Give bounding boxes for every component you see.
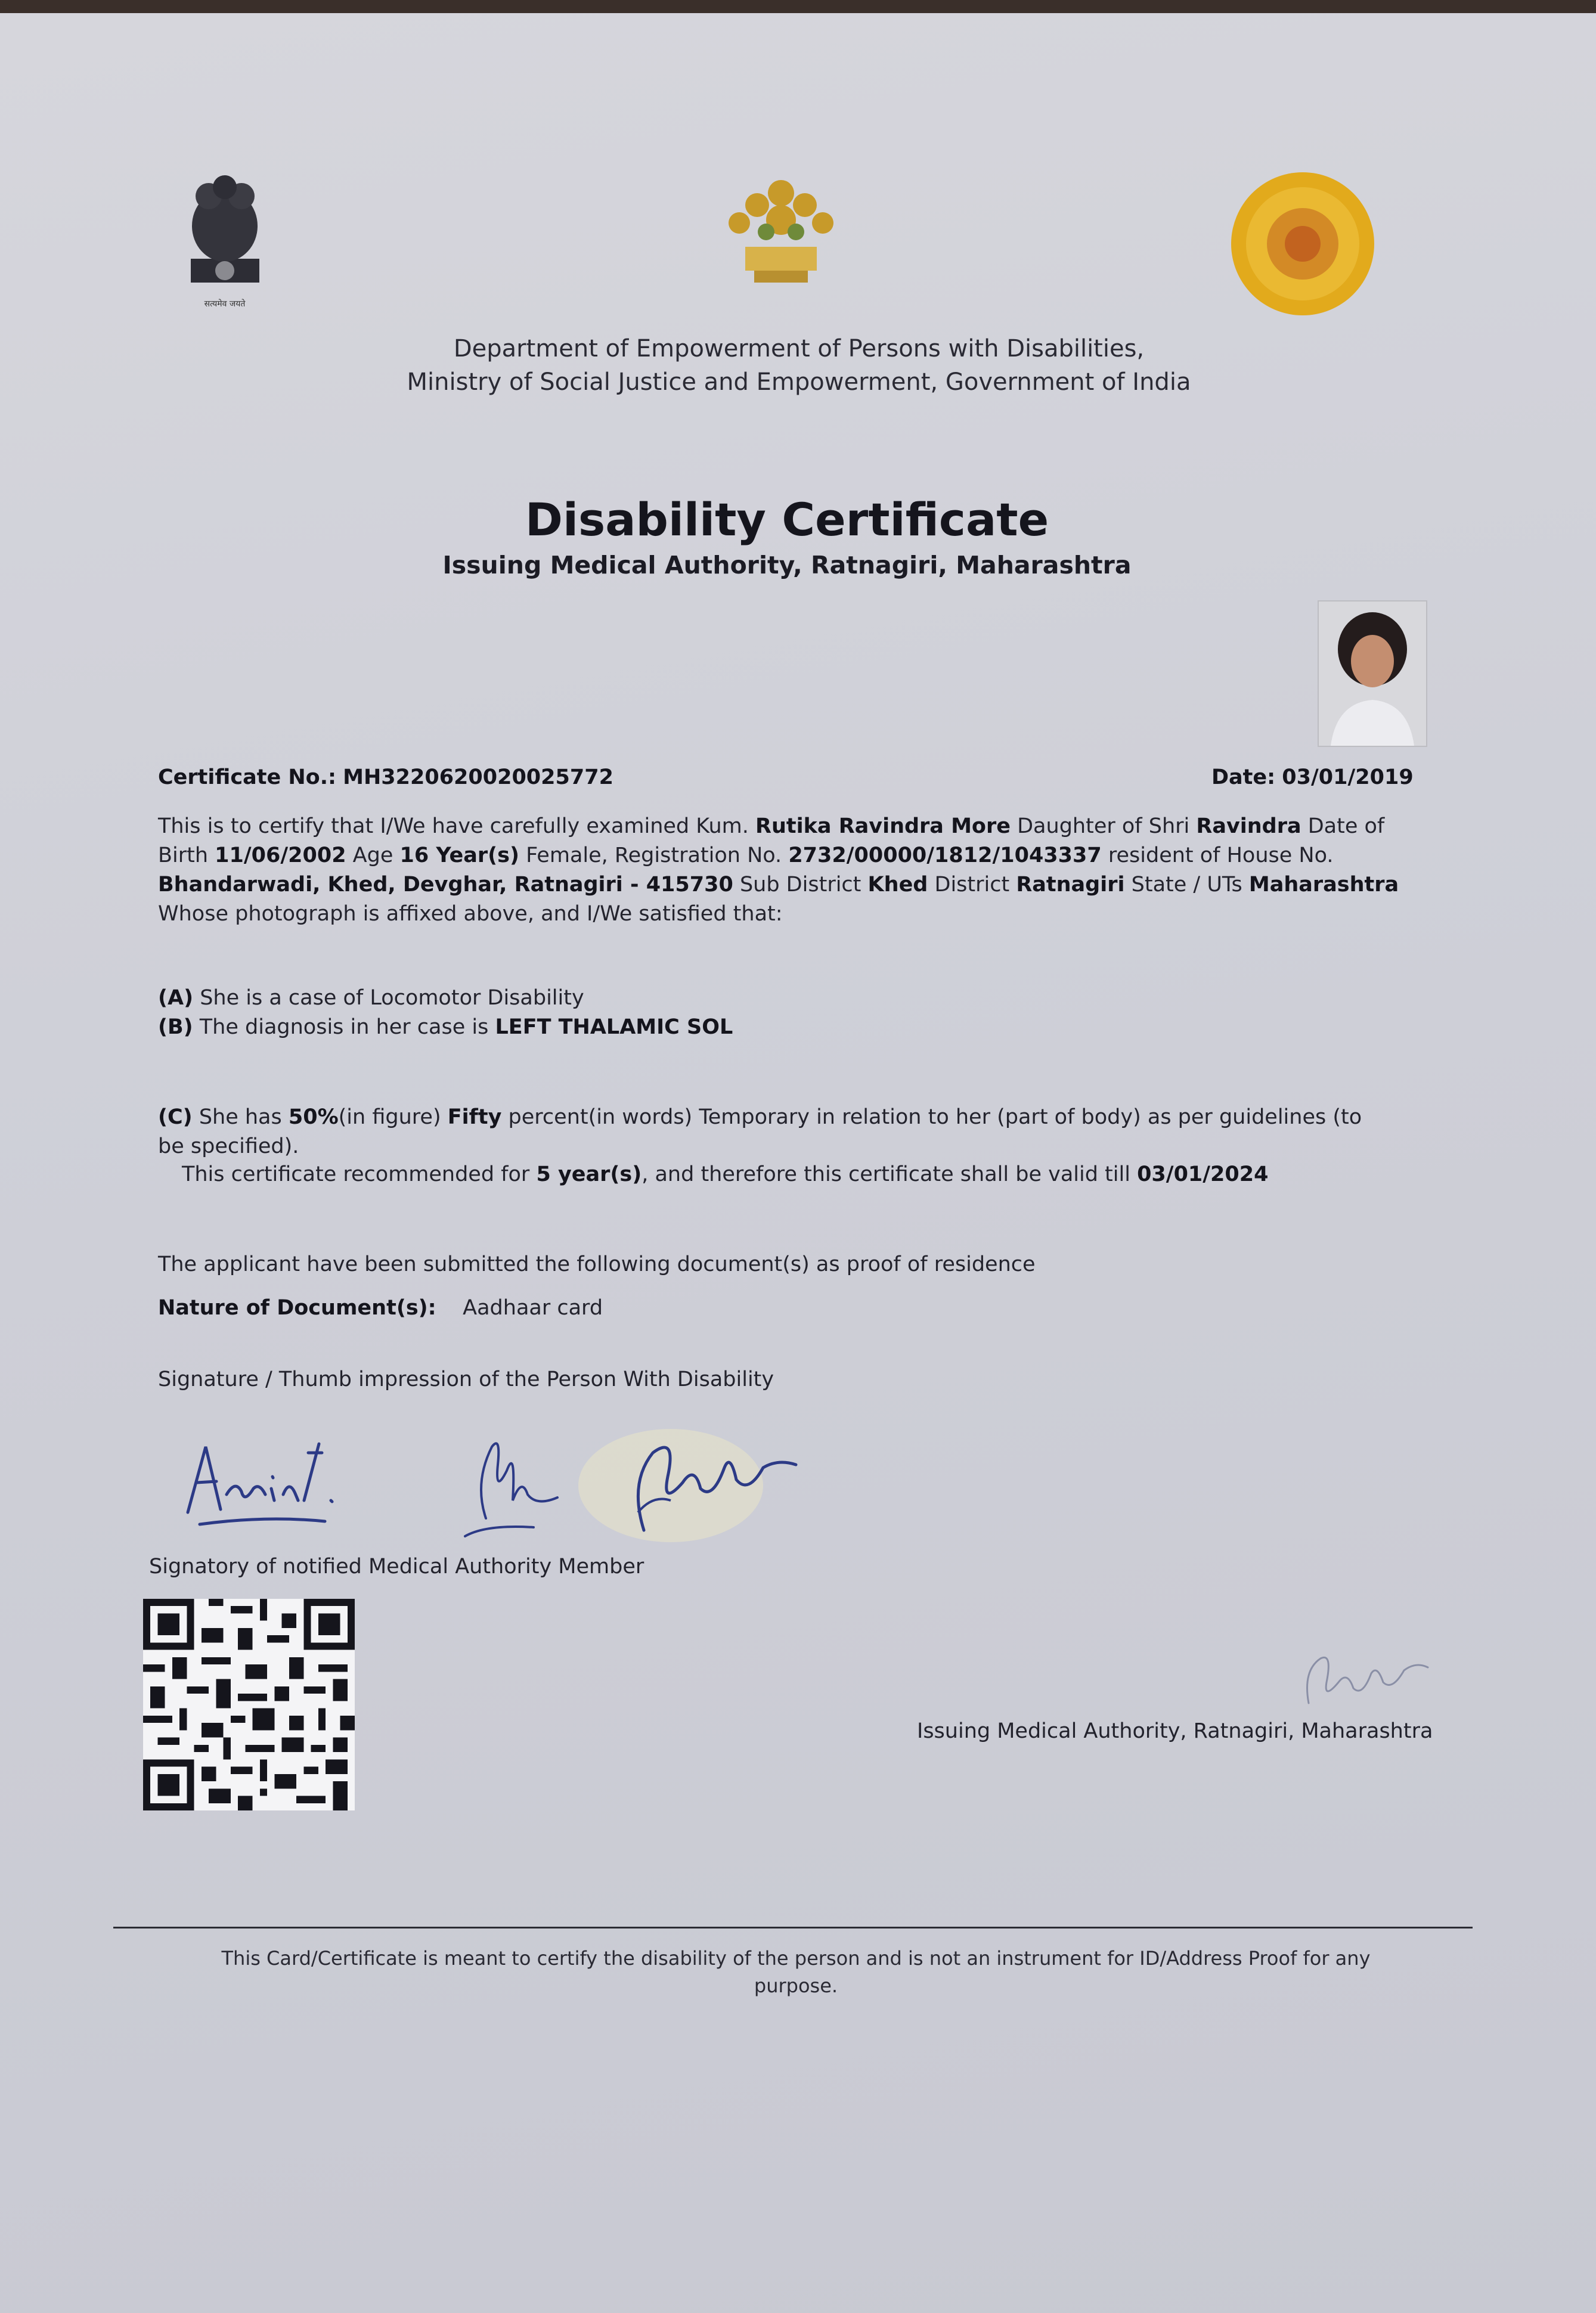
certification-paragraph bbox=[158, 812, 1434, 929]
nature-value: Aadhaar card bbox=[463, 1296, 603, 1320]
para-text: percent(in words) Temporary in relation to her (part of body) as per guidelines (to bbox=[501, 1105, 1362, 1129]
para-text: be specified). bbox=[158, 1134, 299, 1158]
disability-type: She is a case of Locomotor Disability bbox=[193, 986, 584, 1010]
certificate-date bbox=[1211, 765, 1414, 789]
date-of-birth: 11/06/2002 bbox=[215, 844, 346, 867]
registration-number: 2732/00000/1812/1043337 bbox=[788, 844, 1102, 867]
footer-line-2: purpose. bbox=[754, 1974, 838, 1997]
certificate-title: Disability Certificate bbox=[525, 493, 1049, 546]
photo-affixed-line: Whose photograph is affixed above, and I/We satisfied that: bbox=[158, 902, 783, 926]
emblem-caption: सत्यमेव जयते bbox=[204, 299, 246, 309]
para-text: Date of bbox=[1301, 814, 1385, 838]
item-c-label: (C) bbox=[158, 1105, 193, 1129]
age: 16 Year(s) bbox=[399, 844, 519, 867]
address: Bhandarwadi, Khed, Devghar, Ratnagiri - 415730 bbox=[158, 873, 733, 897]
maharashtra-seal-icon bbox=[1228, 169, 1377, 318]
certificate-sheet bbox=[0, 13, 1596, 2313]
signature-label: Signature / Thumb impression of the Person With Disability bbox=[158, 1368, 774, 1391]
department-line-1: Department of Empowerment of Persons with Disabilities, bbox=[453, 335, 1145, 362]
para-text: This certificate recommended for bbox=[182, 1162, 537, 1186]
diagnosis-line bbox=[158, 1013, 1434, 1042]
recommended-years: 5 year(s) bbox=[536, 1162, 642, 1186]
diagnosis: LEFT THALAMIC SOL bbox=[495, 1015, 733, 1039]
date-value: 03/01/2019 bbox=[1282, 765, 1414, 789]
signatory-label: Signatory of notified Medical Authority Member bbox=[149, 1555, 644, 1579]
para-text: Sub District bbox=[733, 873, 868, 897]
disability-percentage bbox=[158, 1103, 1434, 1161]
para-text: This is to certify that I/We have carefully examined Kum. bbox=[158, 814, 756, 838]
signature-1 bbox=[188, 1444, 332, 1524]
nature-label: Nature of Document(s): bbox=[158, 1296, 436, 1320]
para-text: Birth bbox=[158, 844, 215, 867]
proof-of-residence-text: The applicant have been submitted the following document(s) as proof of residence bbox=[158, 1252, 1036, 1276]
para-text: District bbox=[928, 873, 1017, 897]
para-text: State / UTs bbox=[1124, 873, 1249, 897]
state: Maharashtra bbox=[1248, 873, 1399, 897]
issuing-authority-bottom: Issuing Medical Authority, Ratnagiri, Maharashtra bbox=[917, 1719, 1433, 1743]
certificate-subtitle: Issuing Medical Authority, Ratnagiri, Maharashtra bbox=[442, 551, 1132, 579]
applicant-name: Rutika Ravindra More bbox=[755, 814, 1011, 838]
authority-signature bbox=[1297, 1647, 1434, 1712]
para-text: (in figure) bbox=[338, 1105, 448, 1129]
applicant-photo bbox=[1318, 600, 1427, 747]
certificate-no-label: Certificate No.: bbox=[158, 765, 337, 789]
department-logo-icon bbox=[709, 169, 853, 294]
national-emblem-icon bbox=[173, 169, 277, 315]
department-line-2: Ministry of Social Justice and Empowerment, Government of India bbox=[407, 368, 1191, 396]
para-text: , and therefore this certificate shall be valid till bbox=[642, 1162, 1138, 1186]
para-text: Age bbox=[346, 844, 400, 867]
signature-2 bbox=[465, 1443, 557, 1536]
qr-code[interactable] bbox=[143, 1599, 355, 1810]
disability-type-line bbox=[158, 984, 1434, 1013]
para-text: The diagnosis in her case is bbox=[193, 1015, 495, 1039]
sub-district: Khed bbox=[867, 873, 928, 897]
para-text: Daughter of Shri bbox=[1010, 814, 1197, 838]
date-label: Date: bbox=[1211, 765, 1276, 789]
para-text: resident of House No. bbox=[1101, 844, 1334, 867]
percent-words: Fifty bbox=[447, 1105, 502, 1129]
item-b-label: (B) bbox=[158, 1015, 193, 1039]
nature-of-document bbox=[158, 1294, 1434, 1323]
signature-3 bbox=[578, 1429, 796, 1542]
footer-line-1: This Card/Certificate is meant to certify the disability of the person and is not an instrument for ID/Address Proof for any bbox=[221, 1947, 1371, 1970]
item-a-label: (A) bbox=[158, 986, 194, 1010]
validity-line bbox=[182, 1160, 1458, 1189]
certificate-number bbox=[158, 765, 613, 789]
signatures bbox=[176, 1411, 891, 1548]
para-text: Female, Registration No. bbox=[519, 844, 789, 867]
photo-top-edge bbox=[0, 0, 1596, 13]
valid-till-date: 03/01/2024 bbox=[1137, 1162, 1269, 1186]
father-name: Ravindra bbox=[1196, 814, 1301, 838]
percent-figure: 50% bbox=[288, 1105, 339, 1129]
footer-disclaimer bbox=[179, 1945, 1413, 1999]
para-text: She has bbox=[192, 1105, 289, 1129]
footer-divider bbox=[113, 1927, 1473, 1928]
certificate-no-value: MH3220620020025772 bbox=[343, 765, 613, 789]
district: Ratnagiri bbox=[1016, 873, 1125, 897]
